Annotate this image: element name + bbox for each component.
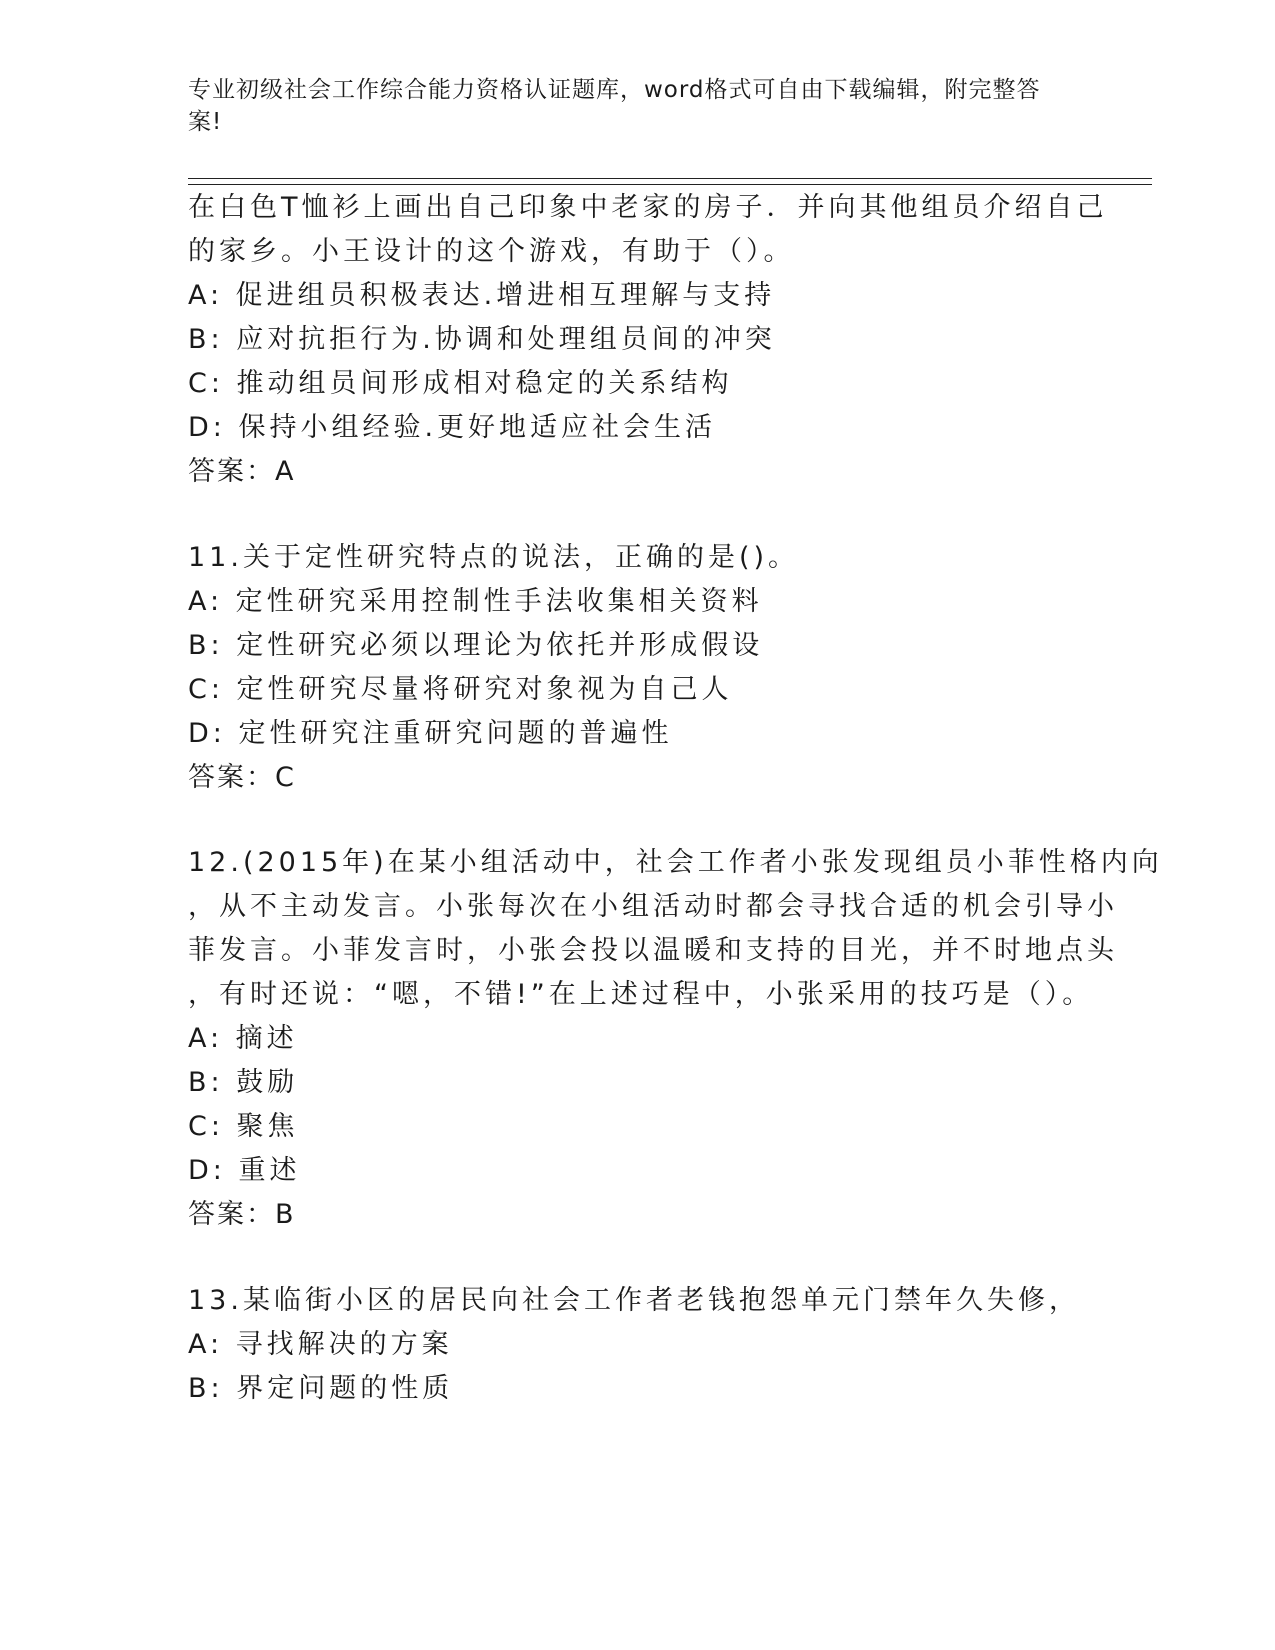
option-c: C: 定性研究尽量将研究对象视为自己人 xyxy=(188,674,733,705)
header-divider-top xyxy=(188,178,1152,179)
option-a: A: 摘述 xyxy=(188,1023,298,1054)
option-c: C: 聚焦 xyxy=(188,1111,299,1142)
option-d: D: 定性研究注重研究问题的普遍性 xyxy=(188,718,673,749)
option-b: B: 定性研究必须以理论为依托并形成假设 xyxy=(188,630,764,661)
option-b: B: 界定问题的性质 xyxy=(188,1373,454,1404)
option-d: D: 重述 xyxy=(188,1155,301,1186)
option-a: A: 促进组员积极表达.增进相互理解与支持 xyxy=(188,280,776,311)
document-header xyxy=(188,74,1068,138)
answer-line: 答案：B xyxy=(188,1199,296,1230)
header-divider-bottom xyxy=(188,184,1152,185)
question-11-stem: 11.关于定性研究特点的说法，正确的是()。 xyxy=(188,542,800,573)
question-12-stem-line: 12.(2015年)在某小组活动中，社会工作者小张发现组员小菲性格内向 xyxy=(188,847,1163,878)
option-b: B: 应对抗拒行为.协调和处理组员间的冲突 xyxy=(188,324,776,355)
header-line-2: 案! xyxy=(188,109,223,135)
answer-line: 答案：C xyxy=(188,762,296,793)
question-13-stem: 13.某临街小区的居民向社会工作者老钱抱怨单元门禁年久失修， xyxy=(188,1285,1080,1316)
option-c: C: 推动组员间形成相对稳定的关系结构 xyxy=(188,368,733,399)
option-d: D: 保持小组经验.更好地适应社会生活 xyxy=(188,412,717,443)
header-line-1: 专业初级社会工作综合能力资格认证题库，word格式可自由下载编辑，附完整答 xyxy=(188,77,1041,103)
question-12-stem-line: 菲发言。小菲发言时，小张会投以温暖和支持的目光，并不时地点头 xyxy=(188,935,1118,966)
question-12-stem-line: ，从不主动发言。小张每次在小组活动时都会寻找合适的机会引导小 xyxy=(188,891,1118,922)
answer-line: 答案：A xyxy=(188,456,296,487)
option-a: A: 定性研究采用控制性手法收集相关资料 xyxy=(188,586,763,617)
question-12-stem-line: ，有时还说：“嗯，不错!”在上述过程中，小张采用的技巧是（）。 xyxy=(188,979,1094,1010)
question-stem-line: 在白色T恤衫上画出自己印象中老家的房子．并向其他组员介绍自己 xyxy=(188,192,1108,223)
option-a: A: 寻找解决的方案 xyxy=(188,1329,453,1360)
option-b: B: 鼓励 xyxy=(188,1067,299,1098)
question-stem-line: 的家乡。小王设计的这个游戏，有助于（）。 xyxy=(188,236,795,267)
